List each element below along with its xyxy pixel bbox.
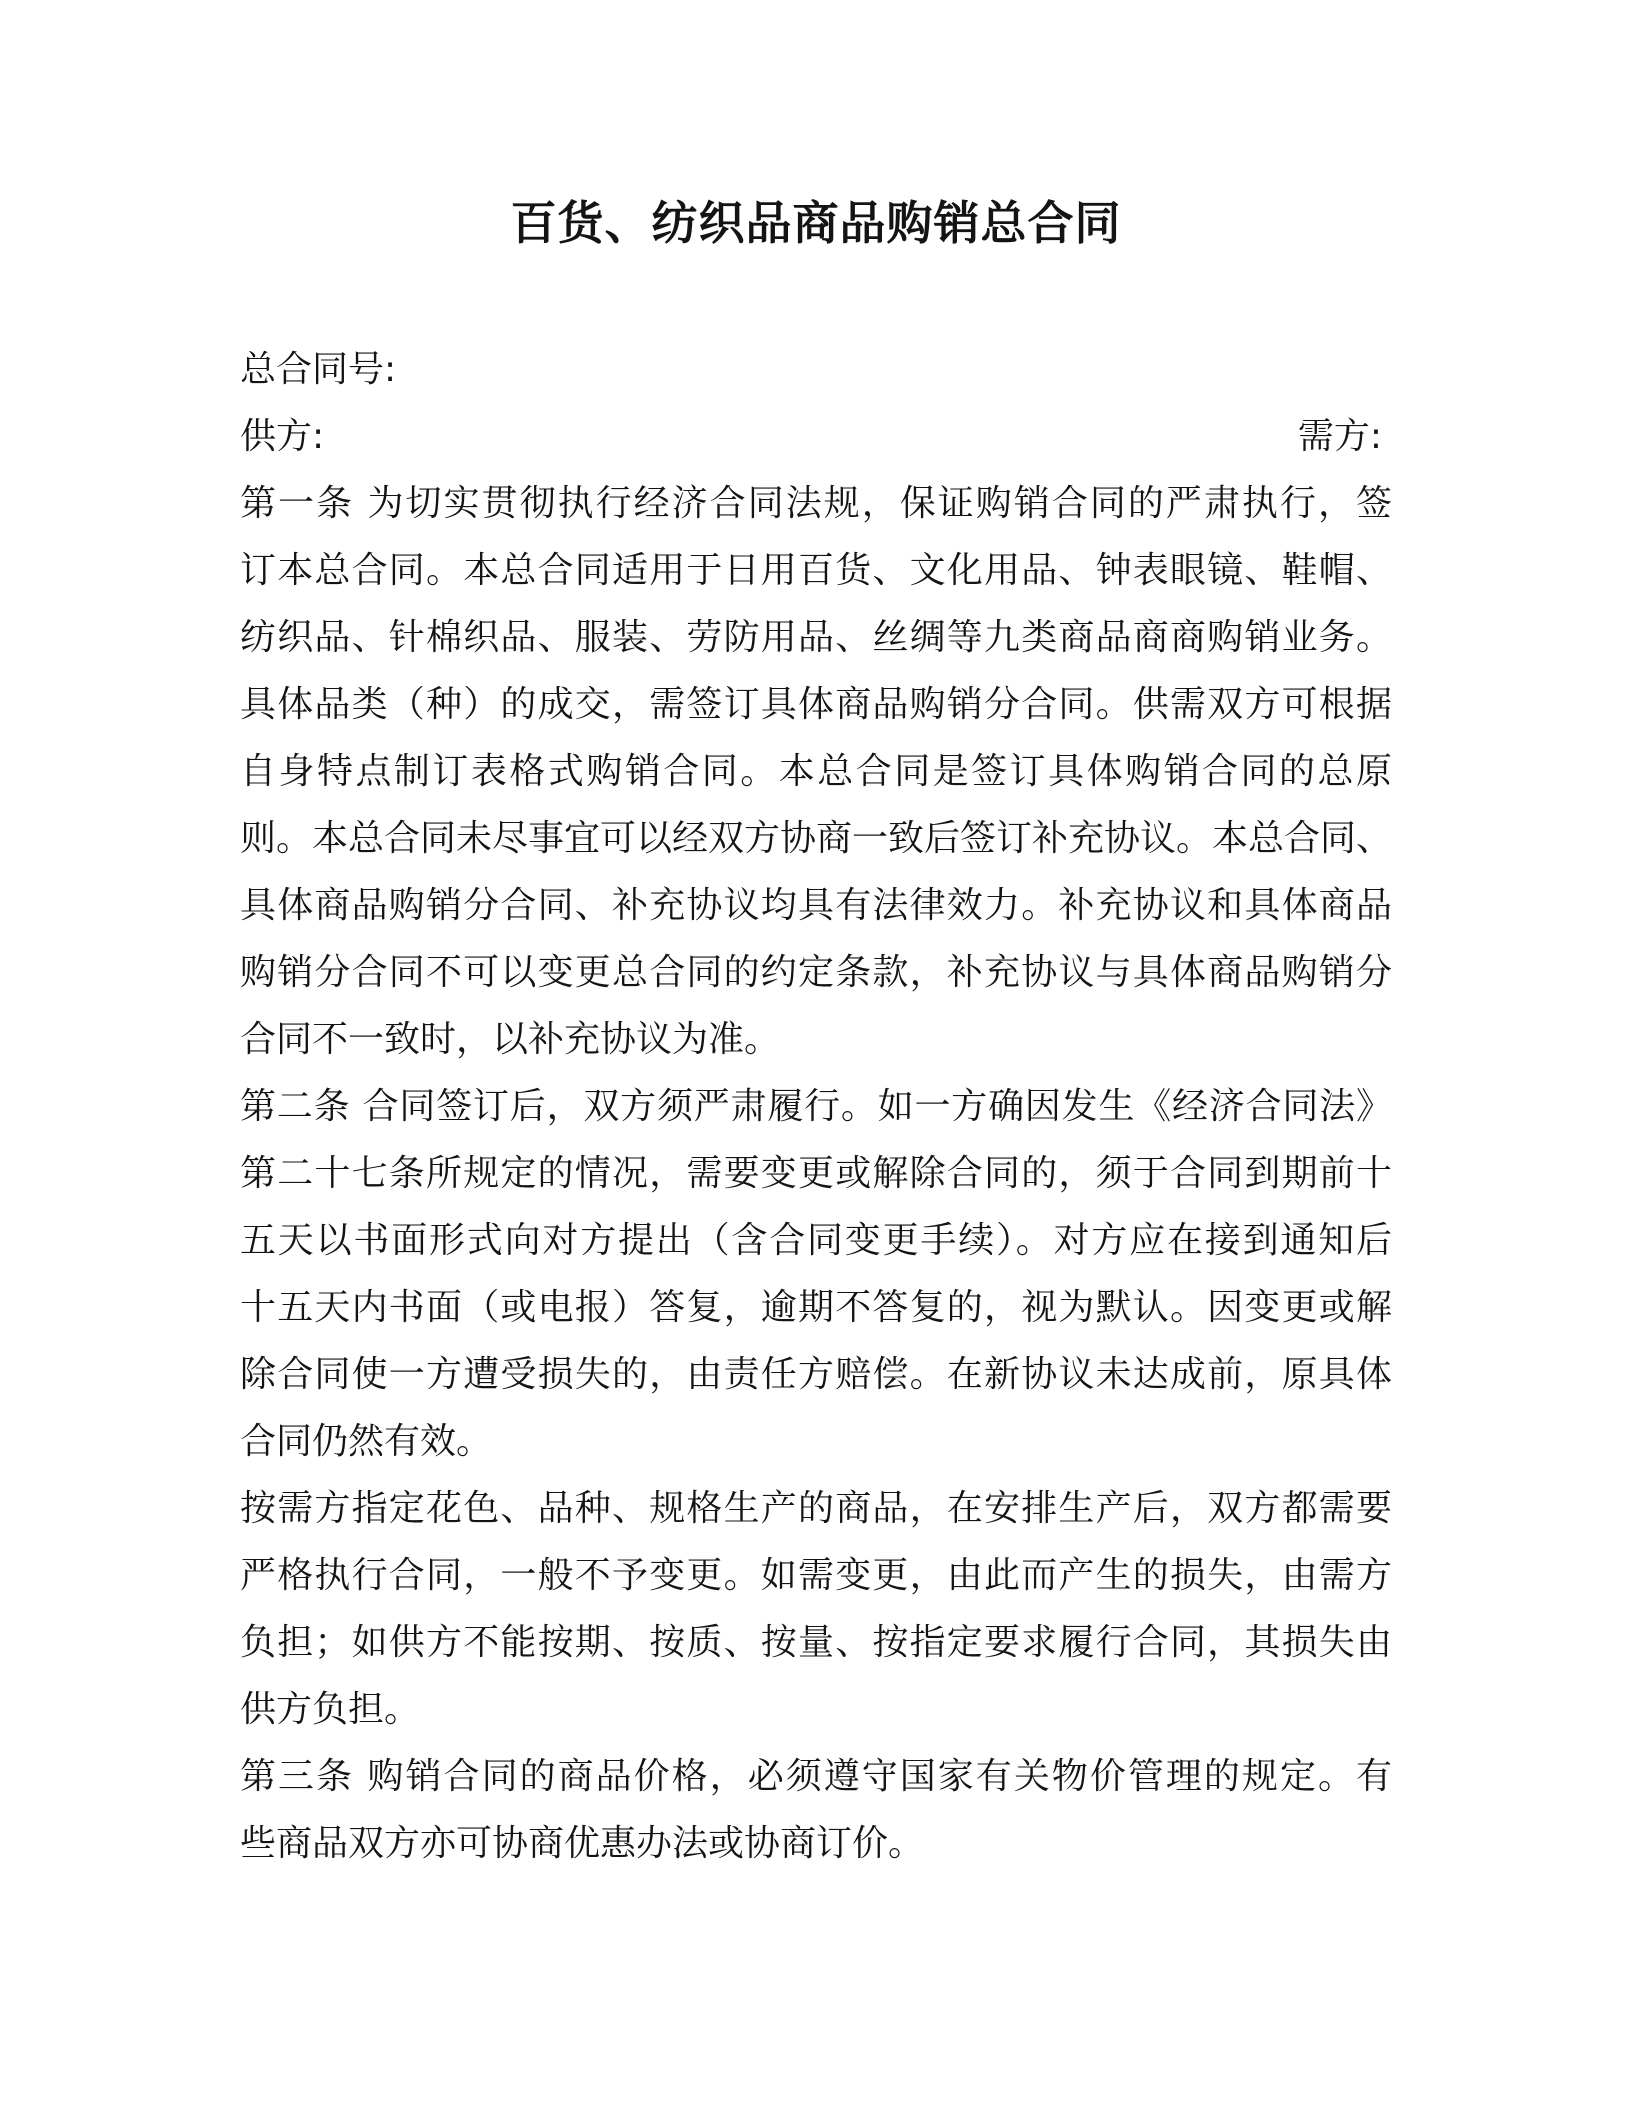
text-line: 十五天内书面（或电报）答复，逾期不答复的，视为默认。因变更或解 [240, 1287, 1392, 1328]
text-line: 第二十七条所规定的情况，需要变更或解除合同的，须于合同到期前十 [240, 1153, 1392, 1194]
text-line: 供方负担。 [240, 1689, 421, 1730]
document-title: 百货、纺织品商品购销总合同 [510, 196, 1122, 250]
text-line: 第二条 合同签订后，双方须严肃履行。如一方确因发生《经济合同法》 [240, 1086, 1392, 1127]
text-line: 合同仍然有效。 [240, 1421, 493, 1462]
text-line: 第一条 为切实贯彻执行经济合同法规，保证购销合同的严肃执行，签 [240, 483, 1392, 524]
text-line: 五天以书面形式向对方提出（含合同变更手续）。对方应在接到通知后 [240, 1220, 1392, 1261]
contract-number-label: 总合同号: [240, 349, 397, 390]
text-line: 具体品类（种）的成交，需签订具体商品购销分合同。供需双方可根据 [240, 684, 1392, 725]
text-line: 些商品双方亦可协商优惠办法或协商订价。 [240, 1823, 925, 1864]
text-line: 具体商品购销分合同、补充协议均具有法律效力。补充协议和具体商品 [240, 885, 1392, 926]
text-line: 除合同使一方遭受损失的，由责任方赔偿。在新协议未达成前，原具体 [240, 1354, 1392, 1395]
text-line: 按需方指定花色、品种、规格生产的商品，在安排生产后，双方都需要 [240, 1488, 1392, 1529]
text-line: 纺织品、针棉织品、服装、劳防用品、丝绸等九类商品商商购销业务。 [240, 617, 1392, 658]
text-line: 则。本总合同未尽事宜可以经双方协商一致后签订补充协议。本总合同、 [240, 818, 1393, 859]
text-line: 合同不一致时，以补充协议为准。 [240, 1019, 781, 1060]
text-line: 严格执行合同，一般不予变更。如需变更，由此而产生的损失，由需方 [240, 1555, 1392, 1596]
contract-body [240, 336, 1392, 1877]
text-line: 第三条 购销合同的商品价格，必须遵守国家有关物价管理的规定。有 [240, 1756, 1392, 1797]
parties-row [240, 403, 1392, 470]
text-line: 负担；如供方不能按期、按质、按量、按指定要求履行合同，其损失由 [240, 1622, 1392, 1663]
text-line: 自身特点制订表格式购销合同。本总合同是签订具体购销合同的总原 [240, 751, 1392, 792]
text-line: 订本总合同。本总合同适用于日用百货、文化用品、钟表眼镜、鞋帽、 [240, 550, 1392, 591]
supplier-label: 供方: [240, 416, 325, 457]
text-line: 购销分合同不可以变更总合同的约定条款，补充协议与具体商品购销分 [240, 952, 1392, 993]
clauses [240, 470, 1392, 1877]
buyer-label: 需方: [1297, 416, 1382, 457]
